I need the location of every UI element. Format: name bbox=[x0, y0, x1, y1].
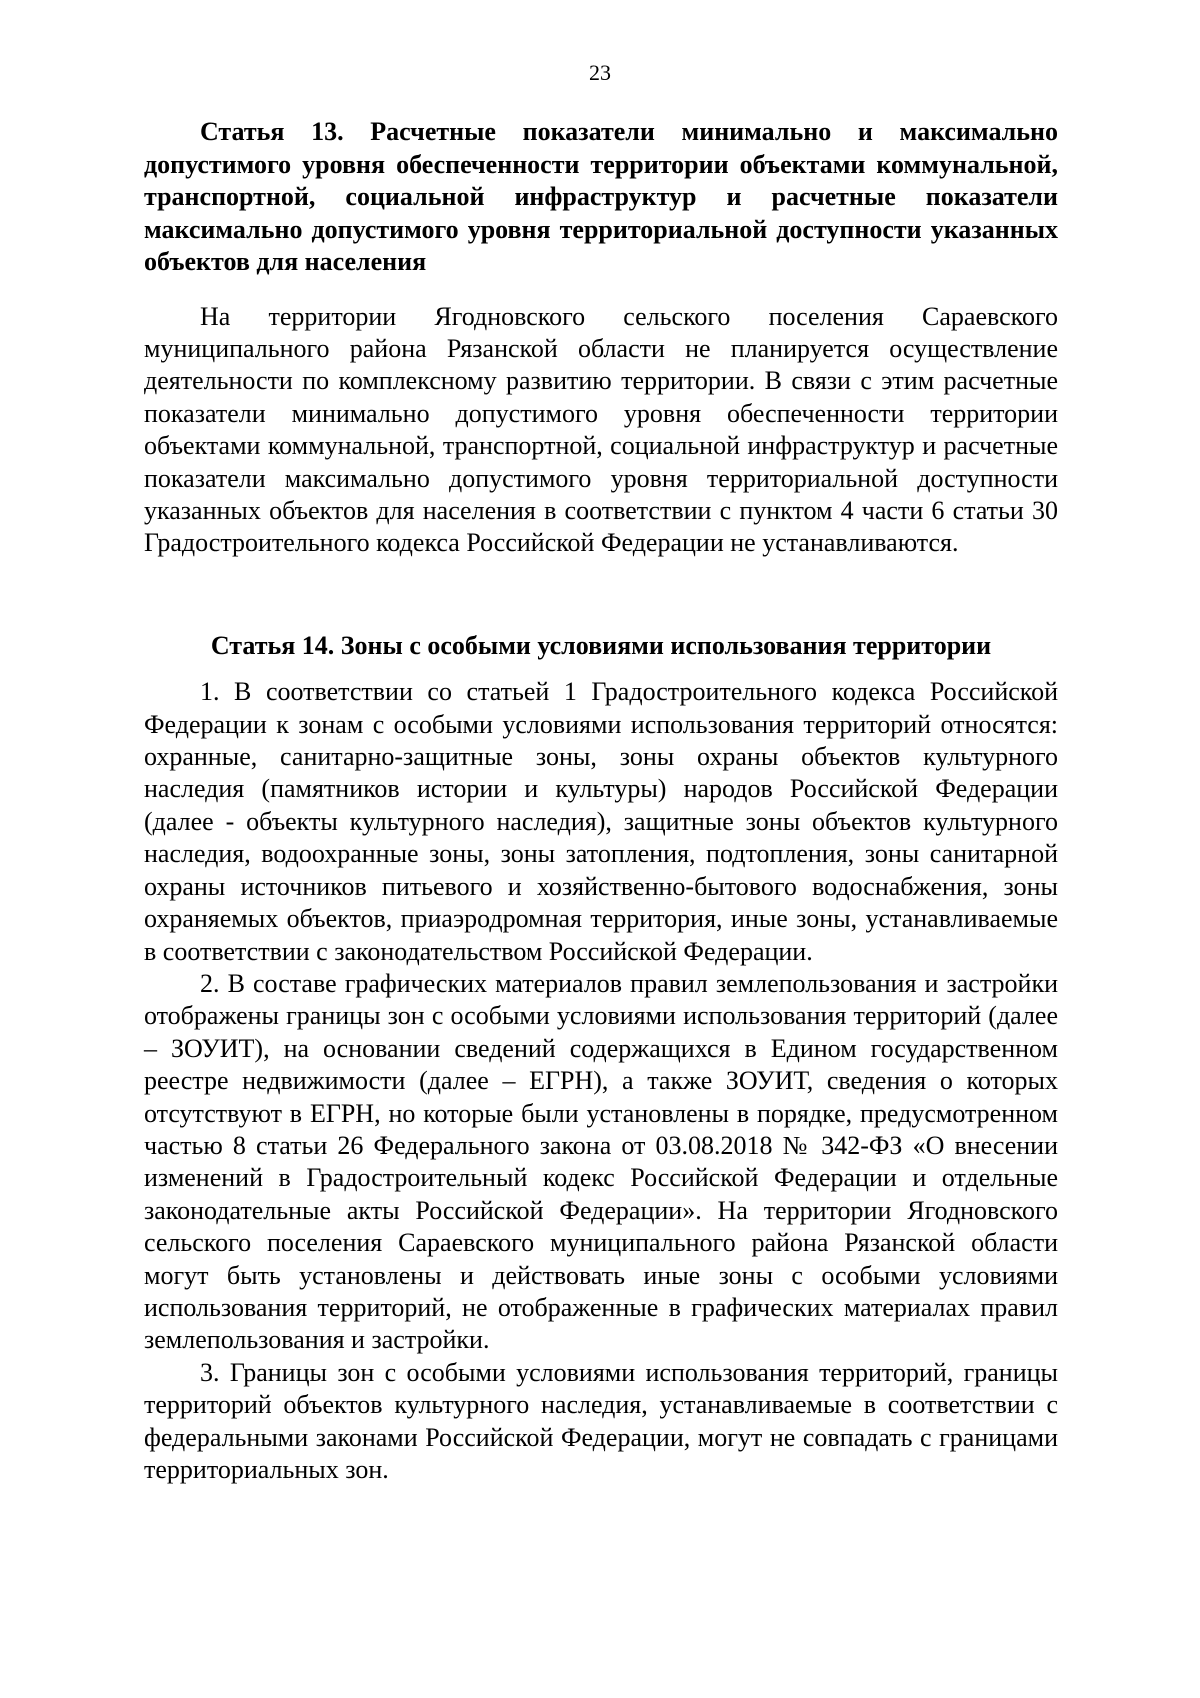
article-13-paragraph-1: На территории Ягодновского сельского поселения Сараевского муниципального района Рязанской области не планируется осуществление деятельности по комплексному развитию территории. В связи с этим расчетные показатели минимально допустимого уровня обеспеченности территории объектами коммунальной, транспортной, социальной инфраструктур и расчетные показатели максимально допустимого уровня территориальной доступности указанных объектов для населения в соответствии с пунктом 4 части 6 статьи 30 Градостроительного кодекса Российской Федерации не устанавливаются. bbox=[144, 301, 1058, 558]
article-14-paragraph-2: 2. В составе графических материалов правил землепользования и застройки отображены границы зон с особыми условиями использования территорий (далее – ЗОУИТ), на основании сведений содержащихся в Едином государственном реестре недвижимости (далее – ЕГРН), а также ЗОУИТ, сведения о которых отсутствуют в ЕГРН, но которые были установлены в порядке, предусмотренном частью 8 статьи 26 Федерального закона от 03.08.2018 № 342-ФЗ «О внесении изменений в Градостроительный кодекс Российской Федерации и отдельные законодательные акты Российской Федерации». На территории Ягодновского сельского поселения Сараевского муниципального района Рязанской области могут быть установлены и действовать иные зоны с особыми условиями использования территорий, не отображенные в графических материалах правил землепользования и застройки. bbox=[144, 968, 1058, 1355]
page-number: 23 bbox=[589, 60, 611, 85]
spacer bbox=[144, 662, 1058, 676]
article-14-paragraph-1: 1. В соответствии со статьей 1 Градостроительного кодекса Российской Федерации к зонам с особыми условиями использования территорий относятся: охранные, санитарно-защитные зоны, зоны охраны объектов культурного наследия (памятников истории и культуры) народов Российской Федерации (далее - объекты культурного наследия), защитные зоны объектов культурного наследия, водоохранные зоны, зоны затопления, подтопления, зоны санитарной охраны источников питьевого и хозяйственно-бытового водоснабжения, зоны охраняемых объектов, приаэродромная территория, иные зоны, устанавливаемые в соответствии с законодательством Российской Федерации. bbox=[144, 677, 1058, 966]
article-13 bbox=[144, 116, 1058, 560]
article-14 bbox=[144, 630, 1058, 1487]
document-body bbox=[144, 116, 1058, 1486]
article-14-heading: Статья 14. Зоны с особыми условиями использования территории bbox=[210, 630, 992, 660]
spacer bbox=[144, 560, 1058, 630]
article-13-heading: Статья 13. Расчетные показатели минимально и максимально допустимого уровня обеспеченности территории объектами коммунальной, транспортной, социальной инфраструктур и расчетные показатели максимально допустимого уровня территориальной доступности указанных объектов для населения bbox=[144, 117, 1058, 276]
article-14-paragraph-3: 3. Границы зон с особыми условиями использования территорий, границы территорий объектов культурного наследия, устанавливаемые в соответствии с федеральными законами Российской Федерации, могут не совпадать с границами территориальных зон. bbox=[144, 1357, 1058, 1484]
spacer bbox=[144, 279, 1058, 301]
